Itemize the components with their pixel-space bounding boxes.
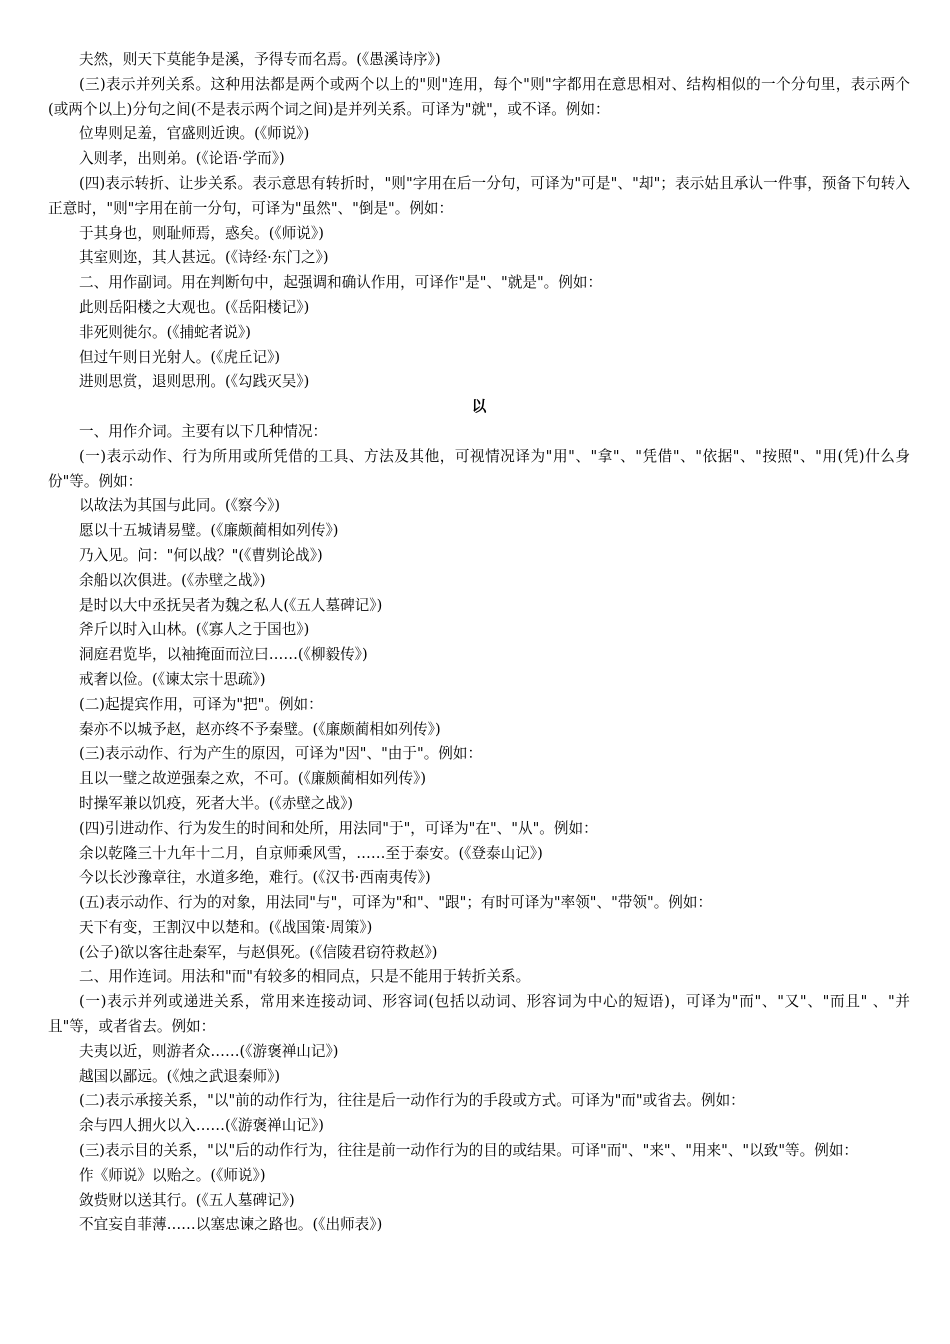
text-line: 戒奢以俭。(《谏太宗十思疏》) [79,670,266,688]
text-line: (一)表示并列或递进关系，常用来连接动词、形容词(包括以动词、形容词为中心的短语)，可译为"而"、"又"、"而且" 、"并且"等，或者省去。例如： [48,993,910,1036]
text-line: 其室则迩，其人甚远。(《诗经·东门之》) [79,249,329,267]
text-line: (五)表示动作、行为的对象，用法同"与"，可译为"和"、"跟"；有时可译为"率领"、"带领"。例如： [79,894,713,912]
text-line: 越国以鄙远。(《烛之武退秦师》) [79,1067,281,1085]
text-line: 洞庭君览毕，以袖掩面而泣曰……(《柳毅传》) [79,646,368,664]
text-line: 不宜妄自菲薄……以塞忠谏之路也。(《出师表》) [79,1216,383,1234]
text-line: 且以一璧之故逆强秦之欢，不可。(《廉颇蔺相如列传》) [79,770,427,788]
text-line: 愿以十五城请易璧。(《廉颇蔺相如列传》) [79,522,339,540]
text-line: 入则孝，出则弟。(《论语·学而》) [79,150,285,168]
text-line: 作《师说》以贻之。(《师说》) [79,1166,266,1184]
text-line: 余船以次俱进。(《赤壁之战》) [79,571,266,589]
text-line: (三)表示目的关系，"以"后的动作行为，往往是前一动作行为的目的或结果。可译"而"、"来"、"用来"、"以致"等。例如： [79,1142,859,1160]
text-line: 一、用作介词。主要有以下几种情况： [79,422,328,440]
text-line: 位卑则足羞，官盛则近谀。(《师说》) [79,125,310,143]
text-line: 夫夷以近，则游者众……(《游褒禅山记》) [79,1042,339,1060]
text-line: 天下有变，王割汉中以楚和。(《战国策·周策》) [79,918,373,936]
text-line: 进则思赏，退则思刑。(《勾践灭吴》) [79,373,310,391]
text-line: (三)表示动作、行为产生的原因，可译为"因"、"由于"。例如： [79,745,483,763]
text-line: 但过午则日光射人。(《虎丘记》) [79,348,281,366]
text-line: 二、用作副词。用在判断句中，起强调和确认作用，可译作"是"、"就是"。例如： [79,274,603,292]
text-line: 秦亦不以城予赵，赵亦终不予秦璧。(《廉颇蔺相如列传》) [79,720,441,738]
text-line: 以故法为其国与此同。(《察今》) [79,497,281,515]
text-line: (公子)欲以客往赴秦军，与赵俱死。(《信陵君窃符救赵》) [79,943,438,961]
text-line: 于其身也，则耻师焉，惑矣。(《师说》) [79,224,324,242]
section-heading: 以 [471,398,487,416]
text-line: 是时以大中丞抚吴者为魏之私人(《五人墓碑记》) [79,596,383,614]
text-line: 夫然，则天下莫能争是溪，予得专而名焉。(《愚溪诗序》) [79,51,441,68]
text-paragraph: 二、用作连词。用法和"而"有较多的相同点，只是不能用于转折关系。 [79,968,531,986]
text-line: (二)起提宾作用，可译为"把"。例如： [79,695,323,713]
text-line: 余与四人拥火以入……(《游褒禅山记》) [79,1117,324,1135]
text-paragraph: (一)表示动作、行为所用或所凭借的工具、方法及其他，可视情况译为"用"、"拿"、"凭借"、"依据"、"按照"、"用(凭)什么身份"等。例如： [48,447,910,490]
text-line: 乃入见。问："何以战？"(《曹刿论战》) [79,546,323,564]
text-line: 斧斤以时入山林。(《寡人之于国也》) [79,621,310,639]
text-paragraph: (三)表示并列关系。这种用法都是两个或两个以上的"则"连用，每个"则"字都用在意思相对、结构相似的一个分句里，表示两个(或两个以上)分句之间(不是表示两个词之间)是并列关系。可译为"就"，或不译。例如： [48,75,910,118]
text-line: 非死则徙尔。(《捕蛇者说》) [79,323,251,341]
text-line: 今以长沙豫章往，水道多绝，难行。(《汉书·西南夷传》) [79,869,431,887]
text-line: 敛赀财以送其行。(《五人墓碑记》) [79,1191,295,1209]
text-line: (四)引进动作、行为发生的时间和处所，用法同"于"，可译为"在"、"从"。例如： [79,819,598,837]
text-paragraph: (四)表示转折、让步关系。表示意思有转折时，"则"字用在后一分句，可译为"可是"、"却"；表示姑且承认一件事，预备下句转入正意时，"则"字用在前一分句，可译为"虽然"、"倒是"。例如： [48,174,910,217]
text-line: 余以乾隆三十九年十二月，自京师乘风雪，……至于泰安。(《登泰山记》) [79,844,543,862]
text-line: 此则岳阳楼之大观也。(《岳阳楼记》) [79,298,310,316]
text-line: (二)表示承接关系，"以"前的动作行为，往往是后一动作行为的手段或方式。可译为"而"或省去。例如： [79,1092,745,1110]
text-line: 时操军兼以饥疫，死者大半。(《赤壁之战》) [79,794,354,812]
